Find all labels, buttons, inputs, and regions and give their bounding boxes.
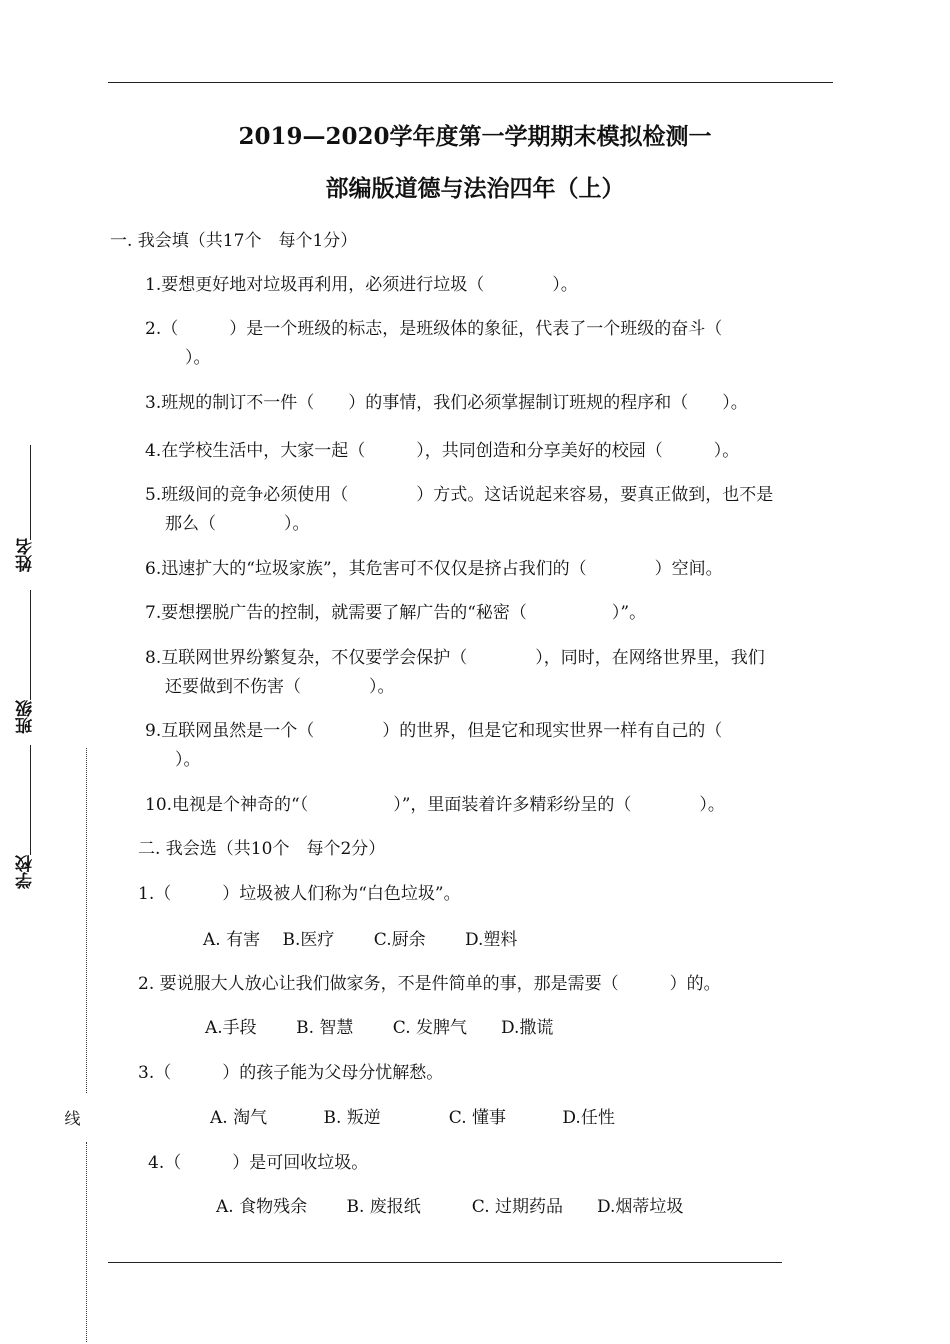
top-rule [108, 82, 833, 83]
section2-heading: 二. 我会选（共10个 每个2分） [138, 839, 386, 859]
bottom-rule [108, 1262, 782, 1263]
fill-question-10: 10.电视是个神奇的“（ ）”，里面装着许多精彩纷呈的（ ）。 [145, 795, 725, 815]
seal-dotted-line-lower [86, 1142, 87, 1342]
page-title: 2019—2020学年度第一学期期末模拟检测一 [238, 123, 712, 150]
class-label: 班级 [16, 700, 36, 734]
fill-question-3: 3.班规的制订不一件（ ）的事情，我们必须掌握制订班规的程序和（ ）。 [145, 393, 748, 413]
choice-question-2-options: A.手段 B. 智慧 C. 发脾气 D.撒谎 [205, 1018, 554, 1038]
name-label: 姓名 [16, 538, 36, 572]
fill-question-1: 1.要想更好地对垃圾再利用，必须进行垃圾（ ）。 [145, 275, 578, 295]
class-blank-line [30, 590, 31, 700]
choice-question-4: 4.（ ）是可回收垃圾。 [148, 1153, 369, 1173]
seal-line-label: 线 [62, 1110, 81, 1126]
section1-heading: 一. 我会填（共17个 每个1分） [110, 231, 358, 251]
fill-question-2-cont: ）。 [185, 348, 211, 368]
fill-question-8: 8.互联网世界纷繁复杂，不仅要学会保护（ ），同时，在网络世界里，我们 [145, 648, 765, 668]
fill-question-5-cont: 那么（ ）。 [165, 514, 310, 534]
choice-question-3-options: A. 淘气 B. 叛逆 C. 懂事 D.任性 [210, 1108, 615, 1128]
choice-question-3: 3.（ ）的孩子能为父母分忧解愁。 [138, 1063, 444, 1083]
name-blank-line [30, 445, 31, 540]
choice-question-1: 1.（ ）垃圾被人们称为“白色垃圾”。 [138, 884, 461, 904]
choice-question-1-options: A. 有害 B.医疗 C.厨余 D.塑料 [203, 930, 518, 950]
school-blank-line [30, 745, 31, 855]
fill-question-8-cont: 还要做到不伤害（ ）。 [165, 677, 395, 697]
fill-question-2: 2.（ ）是一个班级的标志，是班级体的象征，代表了一个班级的奋斗（ [145, 319, 723, 339]
seal-dotted-line-upper [86, 748, 87, 1093]
fill-question-9: 9.互联网虽然是一个（ ）的世界，但是它和现实世界一样有自己的（ [145, 721, 723, 741]
school-label: 学校 [16, 855, 36, 889]
fill-question-5: 5.班级间的竞争必须使用（ ）方式。这话说起来容易，要真正做到，也不是 [145, 485, 774, 505]
fill-question-6: 6.迅速扩大的“垃圾家族”，其危害可不仅仅是挤占我们的（ ）空间。 [145, 559, 723, 579]
choice-question-2: 2. 要说服大人放心让我们做家务，不是件简单的事，那是需要（ ）的。 [138, 974, 721, 994]
fill-question-4: 4.在学校生活中，大家一起（ ），共同创造和分享美好的校园（ ）。 [145, 441, 740, 461]
page-subtitle: 部编版道德与法治四年（上） [325, 175, 625, 202]
choice-question-4-options: A. 食物残余 B. 废报纸 C. 过期药品 D.烟蒂垃圾 [216, 1197, 684, 1217]
fill-question-7: 7.要想摆脱广告的控制，就需要了解广告的“秘密（ ）”。 [145, 603, 647, 623]
fill-question-9-cont: ）。 [175, 750, 201, 770]
